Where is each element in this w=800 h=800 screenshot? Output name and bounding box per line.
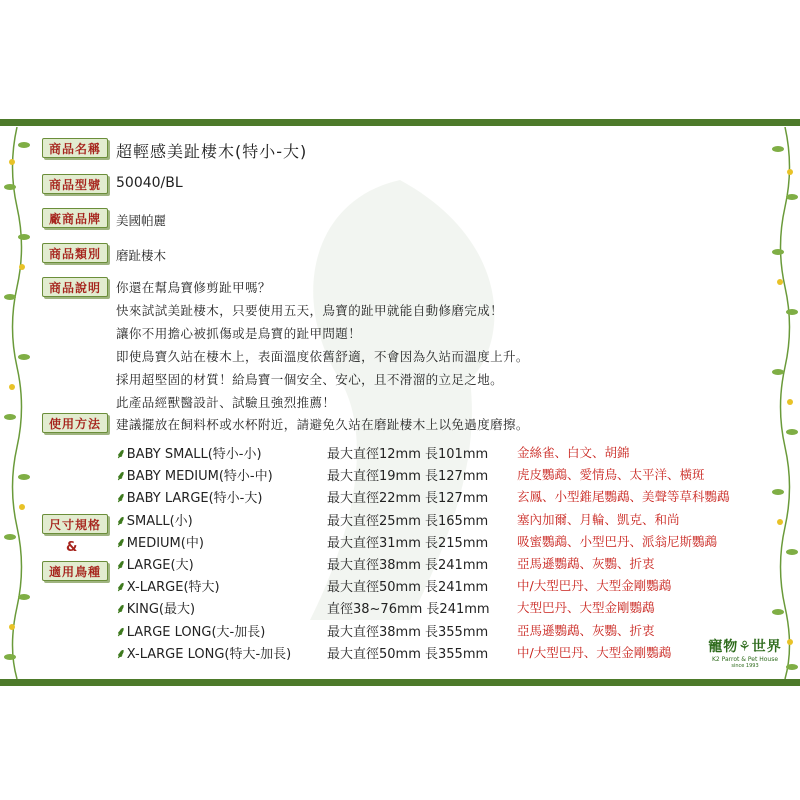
label-brand: 廠商品牌	[42, 208, 108, 228]
product-name: 超輕感美趾棲木(特小-大)	[116, 142, 308, 161]
size-name: BABY LARGE(特小-大)	[126, 491, 263, 507]
size-birds: 塞內加爾、月輪、凱克、和尚	[517, 511, 680, 527]
description-line: 快來試試美趾棲木，只要使用五天，鳥寶的趾甲就能自動修磨完成！	[116, 303, 504, 318]
label-description: 商品說明	[42, 277, 108, 297]
size-dimension: 最大直徑25mm 長165mm	[327, 513, 489, 529]
size-dimension: 最大直徑22mm 長127mm	[327, 491, 489, 507]
pin-icon: ⸙	[116, 447, 126, 462]
pin-icon: ⸙	[116, 624, 126, 640]
pin-icon: ⸙	[116, 513, 126, 529]
size-birds: 虎皮鸚鵡、愛情鳥、太平洋、橫斑	[517, 467, 705, 483]
pin-icon: ⸙	[116, 491, 126, 507]
size-dimension: 最大直徑50mm 長355mm	[327, 646, 489, 662]
logo-since: since 1993	[731, 663, 759, 669]
left-vine-decoration	[4, 127, 30, 679]
ampersand: &	[66, 540, 78, 555]
size-birds: 中/大型巴丹、大型金剛鸚鵡	[517, 578, 672, 594]
pin-icon: ⸙	[116, 602, 126, 618]
logo-name-2: 世界	[751, 639, 782, 655]
size-dimension: 最大直徑50mm 長241mm	[327, 580, 489, 596]
size-dimension: 最大直徑12mm 長101mm	[327, 447, 489, 462]
size-dimension: 最大直徑38mm 長355mm	[327, 624, 489, 640]
product-brand: 美國帕麗	[116, 213, 167, 228]
size-birds: 亞馬遜鸚鵡、灰鸚、折衷	[517, 555, 655, 571]
size-name: SMALL(小)	[126, 513, 193, 529]
store-logo	[705, 636, 785, 669]
top-border	[0, 119, 800, 126]
description-line: 你還在幫鳥寶修剪趾甲嗎？	[116, 280, 271, 295]
product-model: 50040/BL	[116, 175, 183, 191]
size-birds: 亞馬遜鸚鵡、灰鸚、折衷	[517, 622, 655, 638]
size-name: MEDIUM(中)	[126, 535, 204, 551]
product-description	[116, 276, 529, 414]
pin-icon: ⸙	[116, 646, 126, 662]
description-line: 採用超堅固的材質！給鳥寶一個安全、安心，且不滑溜的立足之地。	[116, 372, 504, 387]
size-name: LARGE(大)	[126, 557, 194, 573]
size-dimension: 最大直徑31mm 長215mm	[327, 535, 489, 551]
label-usage: 使用方法	[42, 413, 108, 433]
size-dimension: 最大直徑19mm 長127mm	[327, 469, 489, 485]
pin-icon: ⸙	[116, 535, 126, 551]
description-line: 讓你不用擔心被抓傷或是鳥寶的趾甲問題！	[116, 326, 362, 341]
size-name: KING(最大)	[126, 602, 196, 618]
label-size-spec: 尺寸規格	[42, 514, 108, 534]
description-line: 此產品經獸醫設計、試驗且強烈推薦！	[116, 395, 336, 410]
label-model: 商品型號	[42, 174, 108, 194]
label-product-name: 商品名稱	[42, 138, 108, 158]
size-birds: 大型巴丹、大型金剛鸚鵡	[517, 600, 655, 616]
right-vine-decoration	[772, 127, 798, 679]
description-line: 即使鳥寶久站在棲木上，表面溫度依舊舒適，不會因為久站而溫度上升。	[116, 349, 529, 364]
pin-icon: ⸙	[116, 580, 126, 596]
label-category: 商品類別	[42, 243, 108, 263]
bottom-border	[0, 679, 800, 686]
logo-name: 寵物	[708, 639, 739, 655]
size-dimension: 直徑38~76mm 長241mm	[327, 602, 490, 618]
pin-icon: ⸙	[116, 557, 126, 573]
size-name: BABY SMALL(特小-小)	[126, 447, 262, 462]
size-birds: 金絲雀、白文、胡錦	[517, 445, 630, 460]
logo-subtitle: K2 Parrot & Pet House	[711, 656, 779, 663]
size-name: X-LARGE(特大)	[126, 580, 220, 596]
product-usage: 建議擺放在飼料杯或水杯附近，請避免久站在磨趾棲木上以免過度磨擦。	[116, 417, 529, 432]
size-name: BABY MEDIUM(特小-中)	[126, 469, 273, 485]
pin-icon: ⸙	[116, 469, 126, 485]
size-birds: 玄鳳、小型錐尾鸚鵡、美聲等草科鸚鵡	[517, 489, 730, 505]
size-birds: 吸蜜鸚鵡、小型巴丹、派翁尼斯鸚鵡	[517, 533, 718, 549]
size-name: X-LARGE LONG(特大-加長)	[126, 646, 292, 662]
size-dimension: 最大直徑38mm 長241mm	[327, 557, 489, 573]
parrot-icon: ⚘	[738, 639, 752, 655]
size-name: LARGE LONG(大-加長)	[126, 624, 266, 640]
size-birds: 中/大型巴丹、大型金剛鸚鵡	[517, 644, 672, 660]
product-category: 磨趾棲木	[116, 248, 167, 263]
label-suitable-birds: 適用鳥種	[42, 561, 108, 581]
